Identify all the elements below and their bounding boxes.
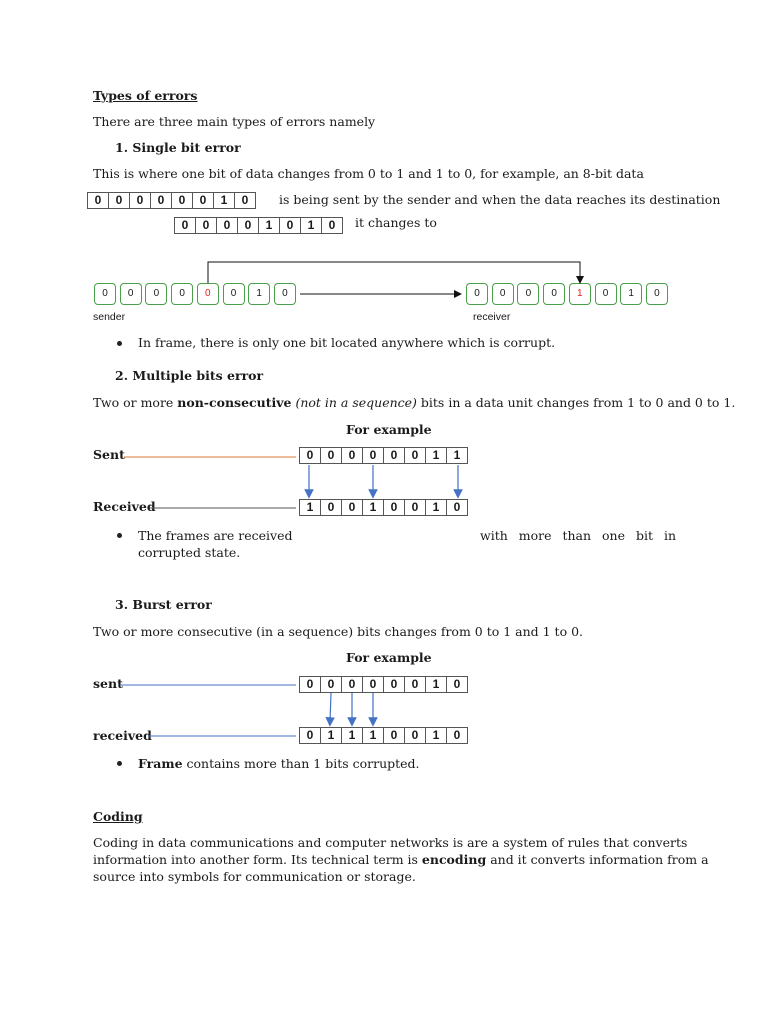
- bit-cell: 0: [300, 677, 321, 692]
- single-bit-text-b: it changes to: [355, 215, 437, 230]
- multiple-bits-title: 2. Multiple bits error: [115, 368, 264, 383]
- bit-cell: 0: [453, 677, 461, 691]
- bit-cell: 0: [88, 193, 109, 208]
- sender-label: sender: [93, 311, 126, 323]
- bit-cell: 0: [328, 218, 336, 232]
- bit-cell: 0: [384, 728, 405, 743]
- bit-cell: 1: [301, 218, 322, 233]
- bit-cell: 1: [426, 728, 447, 743]
- bit-cell: 0: [172, 193, 193, 208]
- bit-cell: 0: [363, 448, 384, 463]
- frame-bit: 1: [620, 283, 642, 305]
- bit-cell: 0: [405, 728, 426, 743]
- bit-cell: 0: [193, 193, 214, 208]
- bit-cell: 1: [363, 500, 384, 515]
- bullet-rest: contains more than 1 bits corrupted.: [182, 756, 420, 771]
- bit-cell: 0: [405, 500, 426, 515]
- line2-pre: information into another form. Its technical term is: [93, 852, 422, 867]
- section-heading: Types of errors: [93, 88, 198, 103]
- intro-text: There are three main types of errors namely: [93, 114, 376, 129]
- example-heading-2: For example: [346, 422, 432, 437]
- received-label-2: Received: [93, 499, 156, 514]
- multiple-bullet-a: The frames are received: [138, 528, 293, 543]
- bit-cell: 0: [321, 448, 342, 463]
- desc-pre: Two or more: [93, 395, 178, 410]
- bit-cell: 0: [109, 193, 130, 208]
- frame-bit: 0: [145, 283, 167, 305]
- receiver-label: receiver: [473, 311, 511, 323]
- bit-cell: 0: [321, 677, 342, 692]
- received-label-3: received: [93, 728, 152, 743]
- bit-cell: 1: [426, 677, 447, 692]
- desc-post: bits in a data unit changes from 1 to 0 and 0 to 1.: [416, 395, 736, 410]
- bit-cell: 1: [214, 193, 235, 208]
- frame-bit: 0: [543, 283, 565, 305]
- burst-error-desc: Two or more consecutive (in a sequence) bits changes from 0 to 1 and 1 to 0.: [93, 624, 584, 639]
- frame-bit: 0: [197, 283, 219, 305]
- example-heading-3: For example: [346, 650, 432, 665]
- bit-cell: 1: [321, 728, 342, 743]
- single-bit-text-a: is being sent by the sender and when the data reaches its destination: [279, 192, 721, 207]
- bit-cell: 1: [363, 728, 384, 743]
- bit-cell: 0: [384, 500, 405, 515]
- bit-cell: 0: [238, 218, 259, 233]
- bit-cell: 0: [280, 218, 301, 233]
- sent-label-2: Sent: [93, 447, 125, 462]
- bit-cell: 0: [363, 677, 384, 692]
- single-bit-title: 1. Single bit error: [115, 140, 241, 155]
- line2-post: and it converts information from a: [486, 852, 709, 867]
- sent-label-3: sent: [93, 676, 123, 691]
- coding-line-1: Coding in data communications and computer networks is are a system of rules that converts: [93, 835, 688, 850]
- coding-heading: Coding: [93, 809, 143, 824]
- frame-bit: 0: [171, 283, 193, 305]
- frame-bit: 0: [223, 283, 245, 305]
- bit-cell: 1: [342, 728, 363, 743]
- frame-bit: 0: [94, 283, 116, 305]
- coding-line-3: source into symbols for communication or storage.: [93, 869, 416, 884]
- bit-cell: 1: [426, 500, 447, 515]
- burst-error-title: 3. Burst error: [115, 597, 212, 612]
- bit-cell: 0: [300, 728, 321, 743]
- frame-bit: 0: [120, 283, 142, 305]
- frame-bit: 0: [595, 283, 617, 305]
- bit-cell: 0: [405, 677, 426, 692]
- frame-bit: 0: [492, 283, 514, 305]
- bit-cell: 0: [342, 500, 363, 515]
- multiple-bullet-c: corrupted state.: [138, 545, 241, 560]
- bit-cell: 0: [453, 500, 461, 514]
- bit-cell: 0: [217, 218, 238, 233]
- bit-cell: 0: [342, 677, 363, 692]
- frame-bit: 0: [646, 283, 668, 305]
- frame-bit: 0: [274, 283, 296, 305]
- bit-cell: 1: [426, 448, 447, 463]
- frame-bit: 0: [466, 283, 488, 305]
- bit-cell: 0: [241, 193, 249, 207]
- bit-cell: 0: [130, 193, 151, 208]
- frame-bit: 1: [569, 283, 591, 305]
- bit-cell: 0: [405, 448, 426, 463]
- bit-cell: 0: [321, 500, 342, 515]
- desc-bold: non-consecutive: [177, 395, 292, 410]
- frame-bit: 0: [517, 283, 539, 305]
- bit-cell: 0: [151, 193, 172, 208]
- bit-cell: 0: [196, 218, 217, 233]
- bit-cell: 0: [342, 448, 363, 463]
- bit-cell: 0: [384, 677, 405, 692]
- desc-italic: (not in a sequence): [295, 395, 417, 410]
- bit-cell: 0: [300, 448, 321, 463]
- bullet-bold: Frame: [138, 756, 183, 771]
- bit-cell: 0: [453, 728, 461, 742]
- line2-bold: encoding: [421, 852, 487, 867]
- multiple-bullet-b: with more than one bit in: [480, 528, 676, 543]
- bit-cell: 0: [175, 218, 196, 233]
- bit-cell: 1: [300, 500, 321, 515]
- frame-bit: 1: [248, 283, 270, 305]
- single-bit-desc: This is where one bit of data changes from 0 to 1 and 1 to 0, for example, an 8-bit data: [93, 166, 644, 181]
- bit-cell: 1: [453, 448, 461, 462]
- single-bit-bullet: In frame, there is only one bit located anywhere which is corrupt.: [138, 335, 556, 350]
- bit-cell: 1: [259, 218, 280, 233]
- bit-cell: 0: [384, 448, 405, 463]
